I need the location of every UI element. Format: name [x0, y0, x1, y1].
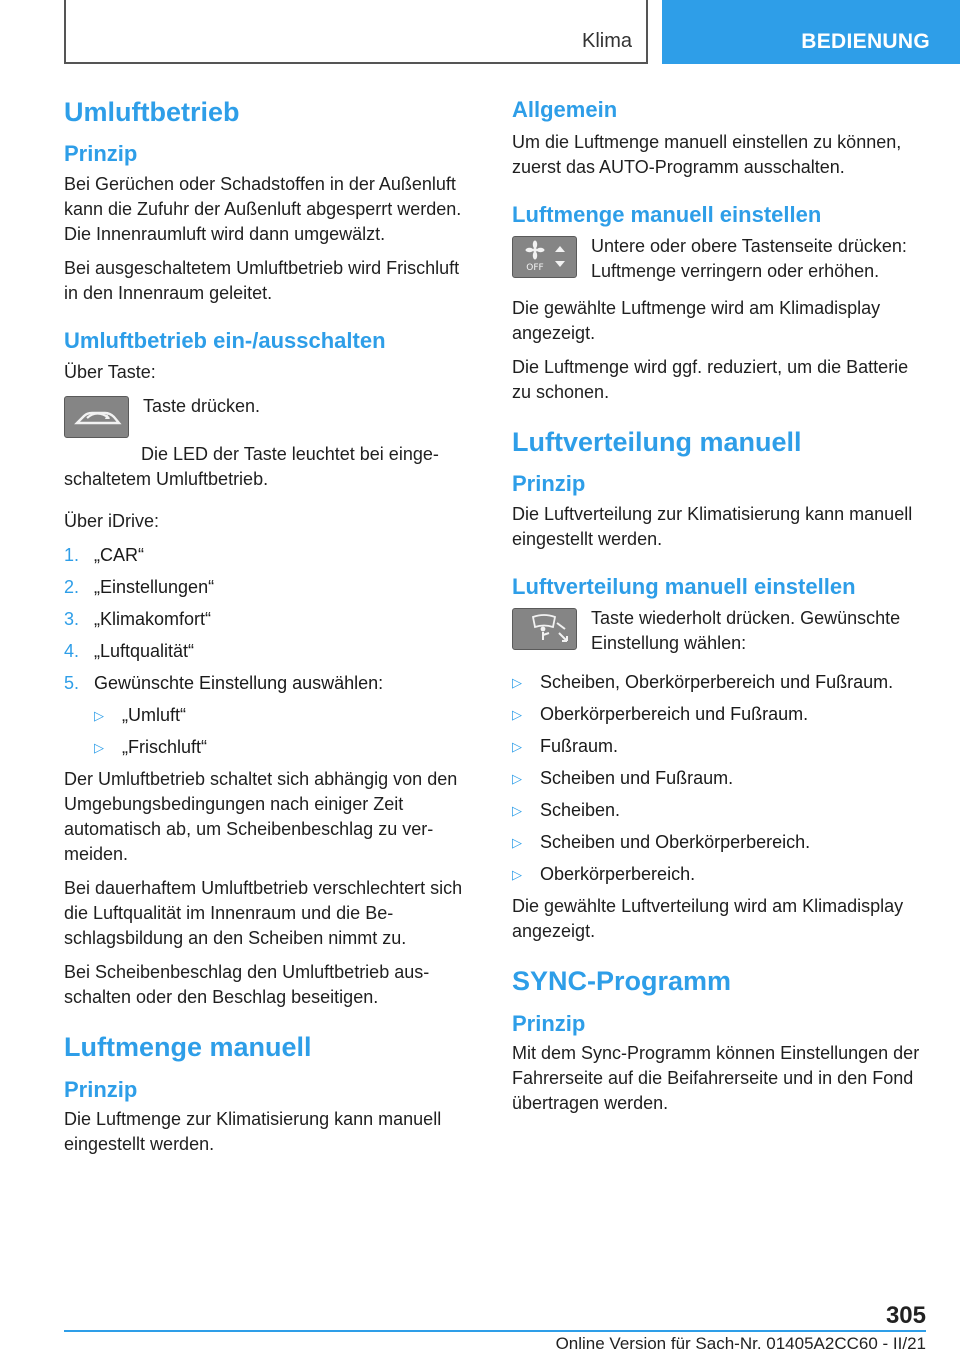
paragraph: Bei dauerhaftem Umluftbetrieb verschlechtert sich die Luftqualität im Innenraum und die Beschlagsbildung an den Scheiben nimmt zu. [64, 878, 463, 949]
list-item: ▷ Fußraum. [512, 734, 932, 759]
paragraph: Bei Scheibenbeschlag den Umluftbetrieb ausschalten oder den Beschlag beseitigen. [64, 962, 430, 1008]
list-item: 2. „Einstellungen“ [64, 577, 215, 598]
list-item: ▷ Scheiben und Oberkörperbereich. [512, 830, 932, 855]
heading-allgemein: Allgemein [512, 97, 618, 122]
recirculation-button-row [64, 394, 476, 438]
list-item: ▷ Scheiben und Fußraum. [512, 766, 932, 791]
header-chapter-title: BEDIENUNG [801, 30, 930, 53]
list-item: 4. „Luftqualität“ [64, 641, 195, 662]
icon-text: Taste wiederholt drücken. Gewünschte Einstellung wählen: [591, 608, 901, 654]
paragraph: Die Luftverteilung zur Klimatisierung kann manuell eingestellt werden. [512, 503, 913, 549]
triangle-bullet-icon: ▷ [94, 708, 104, 724]
fan-off-label: OFF [526, 263, 544, 273]
paragraph: Die gewählte Luftverteilung wird am Klimadisplay angezeigt. [512, 896, 904, 942]
heading-prinzip: Prinzip [64, 141, 138, 167]
heading-umluftbetrieb: Umluftbetrieb [64, 97, 240, 127]
header-section-title: Klima [581, 30, 632, 52]
paragraph-led: Die LED der Taste leuchtet bei eingeschaltetem Umluftbetrieb. [64, 444, 439, 490]
triangle-bullet-icon: ▷ [512, 771, 522, 787]
footer-text: Online Version für Sach-Nr. 01405A2CC60 - II/21 [555, 1334, 926, 1353]
triangle-bullet-icon: ▷ [512, 803, 522, 819]
list-item: ▷ „Umluft“ [64, 703, 476, 728]
list-item: ▷ „Frischluft“ [64, 735, 476, 760]
icon-text: Taste drücken. [143, 396, 261, 417]
paragraph: Die Luftmenge wird ggf. reduziert, um die Batterie zu schonen. [512, 357, 909, 402]
idrive-sub-options [64, 703, 476, 760]
icon-text: Untere oder obere Tastenseite drücken: Luftmenge verringern oder erhöhen. [591, 236, 907, 281]
left-column [64, 96, 476, 1166]
list-item: ▷ Scheiben, Oberkörperbereich und Fußraum. [512, 670, 932, 695]
list-item: ▷ Oberkörperbereich. [512, 862, 932, 887]
triangle-bullet-icon: ▷ [94, 740, 104, 756]
paragraph: Über iDrive: [64, 511, 160, 532]
footer-divider [64, 1330, 926, 1332]
heading-prinzip: Prinzip [64, 1076, 138, 1102]
heading-prinzip: Prinzip [512, 1010, 586, 1036]
list-item: 5. Gewünschte Einstellung auswählen: [64, 673, 384, 694]
fan-button-row [512, 234, 932, 284]
paragraph: Bei Gerüchen oder Schadstoffen in der Außenluft kann die Zufuhr der Außenluft abgesperrt werden. Die Innenraumluft wird dann umgewälzt. [64, 173, 462, 244]
header-chapter-tab [662, 0, 960, 64]
heading-prinzip: Prinzip [512, 471, 586, 497]
paragraph: Die Luftmenge zur Klimatisierung kann manuell eingestellt werden. [64, 1109, 442, 1155]
paragraph: Bei ausgeschaltetem Umluftbetrieb wird Frischluft in den Innenraum geleitet. [64, 257, 460, 303]
triangle-bullet-icon: ▷ [512, 867, 522, 883]
heading-sync-programm: SYNC-Programm [512, 966, 732, 997]
paragraph: Mit dem Sync-Programm können Einstellungen der Fahrerseite auf die Beifahrerseite und in den Fond übertragen werden. [512, 1043, 920, 1114]
triangle-bullet-icon: ▷ [512, 739, 522, 755]
triangle-bullet-icon: ▷ [512, 675, 522, 691]
list-item: ▷ Oberkörperbereich und Fußraum. [512, 702, 932, 727]
paragraph: Die gewählte Luftmenge wird am Klimadisplay angezeigt. [512, 298, 881, 343]
list-item: 3. „Klimakomfort“ [64, 609, 212, 630]
heading-luftverteilung-einstellen: Luftverteilung manuell einstellen [512, 573, 856, 599]
paragraph: Der Umluftbetrieb schaltet sich abhängig von den Umgebungsbedingungen nach einiger Zeit automatisch ab, um Scheibenbeschlag zu vermeiden. [64, 769, 458, 865]
recirculation-button-icon [64, 396, 129, 438]
list-item: ▷ Scheiben. [512, 798, 932, 823]
paragraph: Über Taste: [64, 362, 156, 383]
right-column [512, 96, 932, 1125]
fan-off-button-icon [512, 236, 577, 278]
heading-luftmenge-einstellen: Luftmenge manuell einstellen [512, 201, 822, 227]
triangle-bullet-icon: ▷ [512, 835, 522, 851]
heading-luftmenge-manuell: Luftmenge manuell [64, 1032, 312, 1063]
idrive-steps [64, 543, 476, 696]
paragraph: Um die Luftmenge manuell einstellen zu können, zuerst das AUTO-Programm ausschalten. [512, 131, 902, 177]
air-distribution-button-row [512, 606, 932, 656]
heading-luftverteilung-manuell: Luftverteilung manuell [512, 427, 802, 457]
list-item: 1. „CAR“ [64, 545, 144, 566]
triangle-bullet-icon: ▷ [512, 707, 522, 723]
heading-umluft-ein-aus: Umluftbetrieb ein-/ausschalten [64, 327, 386, 353]
air-distribution-button-icon [512, 608, 577, 650]
air-distribution-options [512, 670, 932, 887]
header-section-box [64, 0, 648, 64]
page-number: 305 [885, 1302, 926, 1329]
